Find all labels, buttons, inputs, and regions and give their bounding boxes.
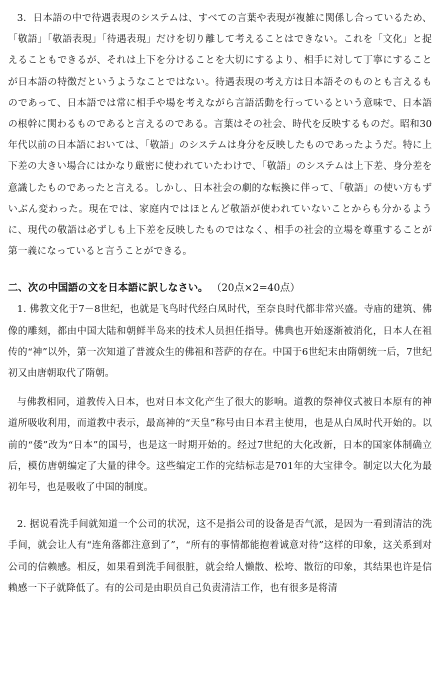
section-2-instruction: 二、次の中国語の文を日本語に訳しなさい。 (8, 283, 208, 295)
spacer (8, 262, 432, 278)
item-1-paragraph-1: 1. 佛教文化于7－8世纪，也就是飞鸟时代经白凤时代，至奈良时代都非常兴盛。寺庙的建筑、佛像的雕刻，都由中国大陆和朝鲜半岛来的技术人员担任指导。佛典也开始逐渐被消化，日本人在祖传的“神”以外，第一次知道了普渡众生的佛祖和菩萨的存在。中国于6世纪末由隋朝统一后，7世纪初又由唐朝取代了隋朝。 (8, 304, 432, 380)
passage-3-paragraph: 3．日本語の中で待遇表現のシステムは、すべての言葉や表現が複雑に関係し合っているため、「敬語」「敬語表現」「待遇表現」だけを切り離して考えることはできない。これを「文化」と捉えることもできるが、それは上下を分けることを大切にするより、相手に対して丁寧にすることが日本語の特徴だというようなことではない。待遇表現の考え方は日本語そのものとも言えるものであって、日本語では常に相手や場を考えながら言語活動を行っているという意味で、日本語の根幹に関わるものであると言えるのである。言葉はその社会、時代を反映するものだ。昭和30年代以前の日本語においては、「敬語」のシステムは身分を反映したものであったようだ。特に上下差の大きい場合にはかなり厳密に使われていたわけで、「敬語」のシステムは上下差、身分差を意識したものであったと言える。しかし、日本社会の劇的な転換に伴って、「敬語」の使い方もずいぶん変わった。現在では、家庭内ではほとんど敬語が使われていないことからも分かるように、現代の敬語は必ずしも上下差を反映したものではなく、相手の社会的立場を尊重することが第一義になっていると言うことができる。 (8, 13, 432, 258)
item-1-paragraph-2: 与佛教相同，道教传入日本，也对日本文化产生了很大的影响。道教的祭神仪式被日本原有的神道所吸收利用，而道教中表示，最高神的“天皇”称号由日本君主使用，也是从白凤时代开始的。以前的“倭”改为“日本”的国号，也是这一时期开始的。经过7世纪的大化改新，日本的国家体制确立后，模仿唐朝编定了大量的律令。这些编定工作的完结标志是701年的大宝律令。制定以大化为最初年号，也是吸收了中国的制度。 (8, 397, 432, 494)
item-2-paragraph-1: 2. 据说看洗手间就知道一个公司的状况，这不是指公司的设备是否气派，是因为一看到清洁的洗手间，就会让人有“连角落都注意到了”，“所有的事情都能抱着诚意对待”这样的印象，这关系到对公司的信赖感。相反，如果看到洗手间很脏，就会给人懒散、松垮、散衍的印象，其结果也许是信赖感一下子就降低了。有的公司是由职员自己负责清洁工作，也有很多是将清 (8, 519, 432, 594)
spacer (8, 384, 432, 392)
section-2-points: （20点×2=40点） (211, 283, 301, 295)
spacer (8, 498, 432, 514)
section-2-heading (8, 278, 432, 299)
